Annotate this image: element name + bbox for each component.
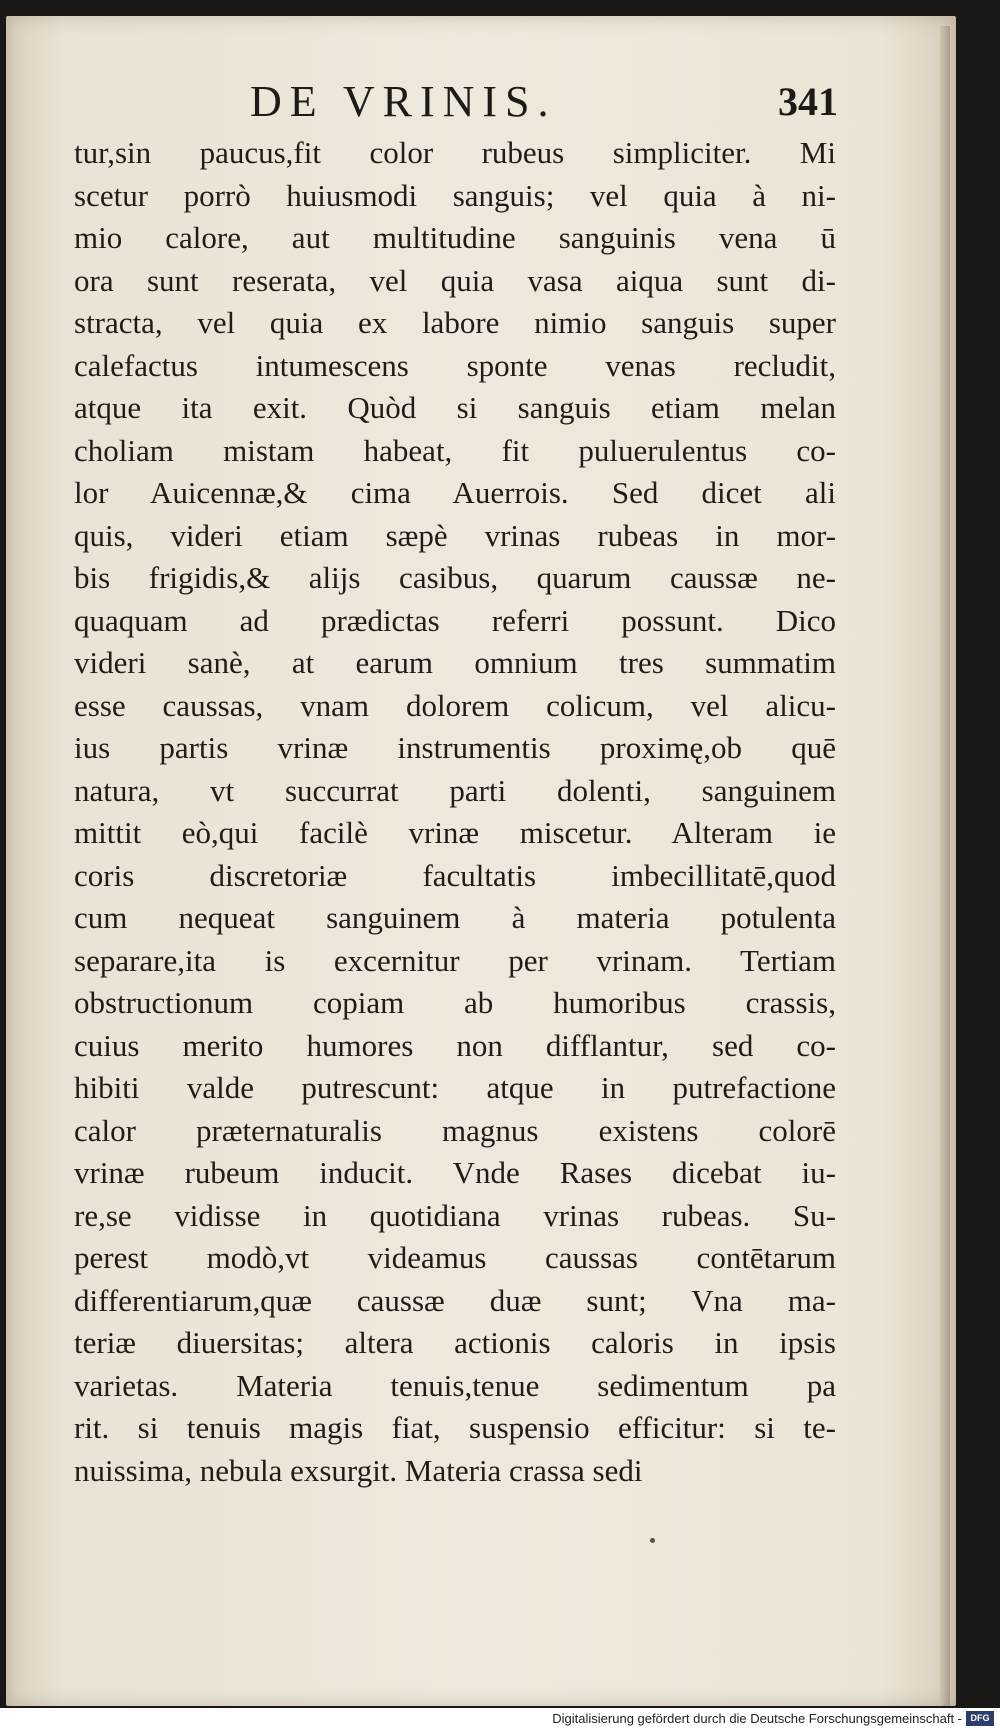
text-line: tur,sin paucus,fit color rubeus simpliciter. Mi [74,135,836,170]
ink-speck [650,1538,655,1543]
text-line: teriæ diuersitas; altera actionis caloris in ipsis [74,1325,836,1360]
text-line: mittit eò,qui facilè vrinæ miscetur. Alteram ie [74,815,836,850]
text-line: differentiarum,quæ caussæ duæ sunt; Vna ma- [74,1282,836,1318]
text-line: videri sanè, at earum omnium tres summatim [74,645,836,680]
text-line: quis, videri etiam sæpè vrinas rubeas in mor- [74,517,836,553]
text-line: cuius merito humores non difflantur, sed co- [74,1027,836,1063]
text-line: perest modò,vt videamus caussas contētarum [74,1240,836,1275]
text-line: scetur porrò huiusmodi sanguis; vel quia à ni- [74,177,836,213]
running-head: DE VRINIS. [250,77,557,126]
text-line: quaquam ad prædictas referri possunt. Dico [74,602,836,638]
text-line: ius partis vrinæ instrumentis proximę,ob quē [74,730,836,765]
text-line: coris discretoriæ facultatis imbecillitatē,quod [74,857,836,893]
text-line: atque ita exit. Quòd si sanguis etiam melan [74,390,836,425]
text-line: hibiti valde putrescunt: atque in putrefactione [74,1070,836,1105]
text-line: cum nequeat sanguinem à materia potulenta [74,900,836,935]
text-line: nuissima, nebula exsurgit. Materia crassa sedi [74,1452,643,1488]
text-line: lor Auicennæ,& cima Auerrois. Sed dicet ali [74,475,836,510]
page-edge [940,26,950,1706]
text-line: vrinæ rubeum inducit. Vnde Rases dicebat iu- [74,1155,836,1190]
footer-bar [0,1708,1000,1730]
text-line: bis frigidis,& alijs casibus, quarum caussæ ne- [74,560,836,595]
text-line: separare,ita is excernitur per vrinam. Tertiam [74,942,836,978]
page-number: 341 [778,79,838,124]
text-line: obstructionum copiam ab humoribus crassis, [74,985,836,1020]
footer-credit: Digitalisierung gefördert durch die Deutsche Forschungsgemeinschaft - [552,1711,962,1726]
dfg-logo-icon: DFG [966,1711,994,1726]
text-line: re,se vidisse in quotidiana vrinas rubeas. Su- [74,1197,836,1233]
body-text [74,132,836,1492]
text-line: mio calore, aut multitudine sanguinis vena ū [74,220,836,255]
text-line: esse caussas, vnam dolorem colicum, vel alicu- [74,687,836,723]
text-line: calor præternaturalis magnus existens colorē [74,1112,836,1148]
text-line: rit. si tenuis magis fiat, suspensio efficitur: si te- [74,1410,836,1445]
text-line: ora sunt reserata, vel quia vasa aiqua sunt di- [74,262,836,298]
text-line: choliam mistam habeat, fit puluerulentus co- [74,432,836,468]
text-line: varietas. Materia tenuis,tenue sedimentum pa [74,1367,836,1403]
text-line: natura, vt succurrat parti dolenti, sanguinem [74,772,836,808]
text-line: calefactus intumescens sponte venas recludit, [74,347,836,383]
text-line: stracta, vel quia ex labore nimio sanguis super [74,305,836,340]
